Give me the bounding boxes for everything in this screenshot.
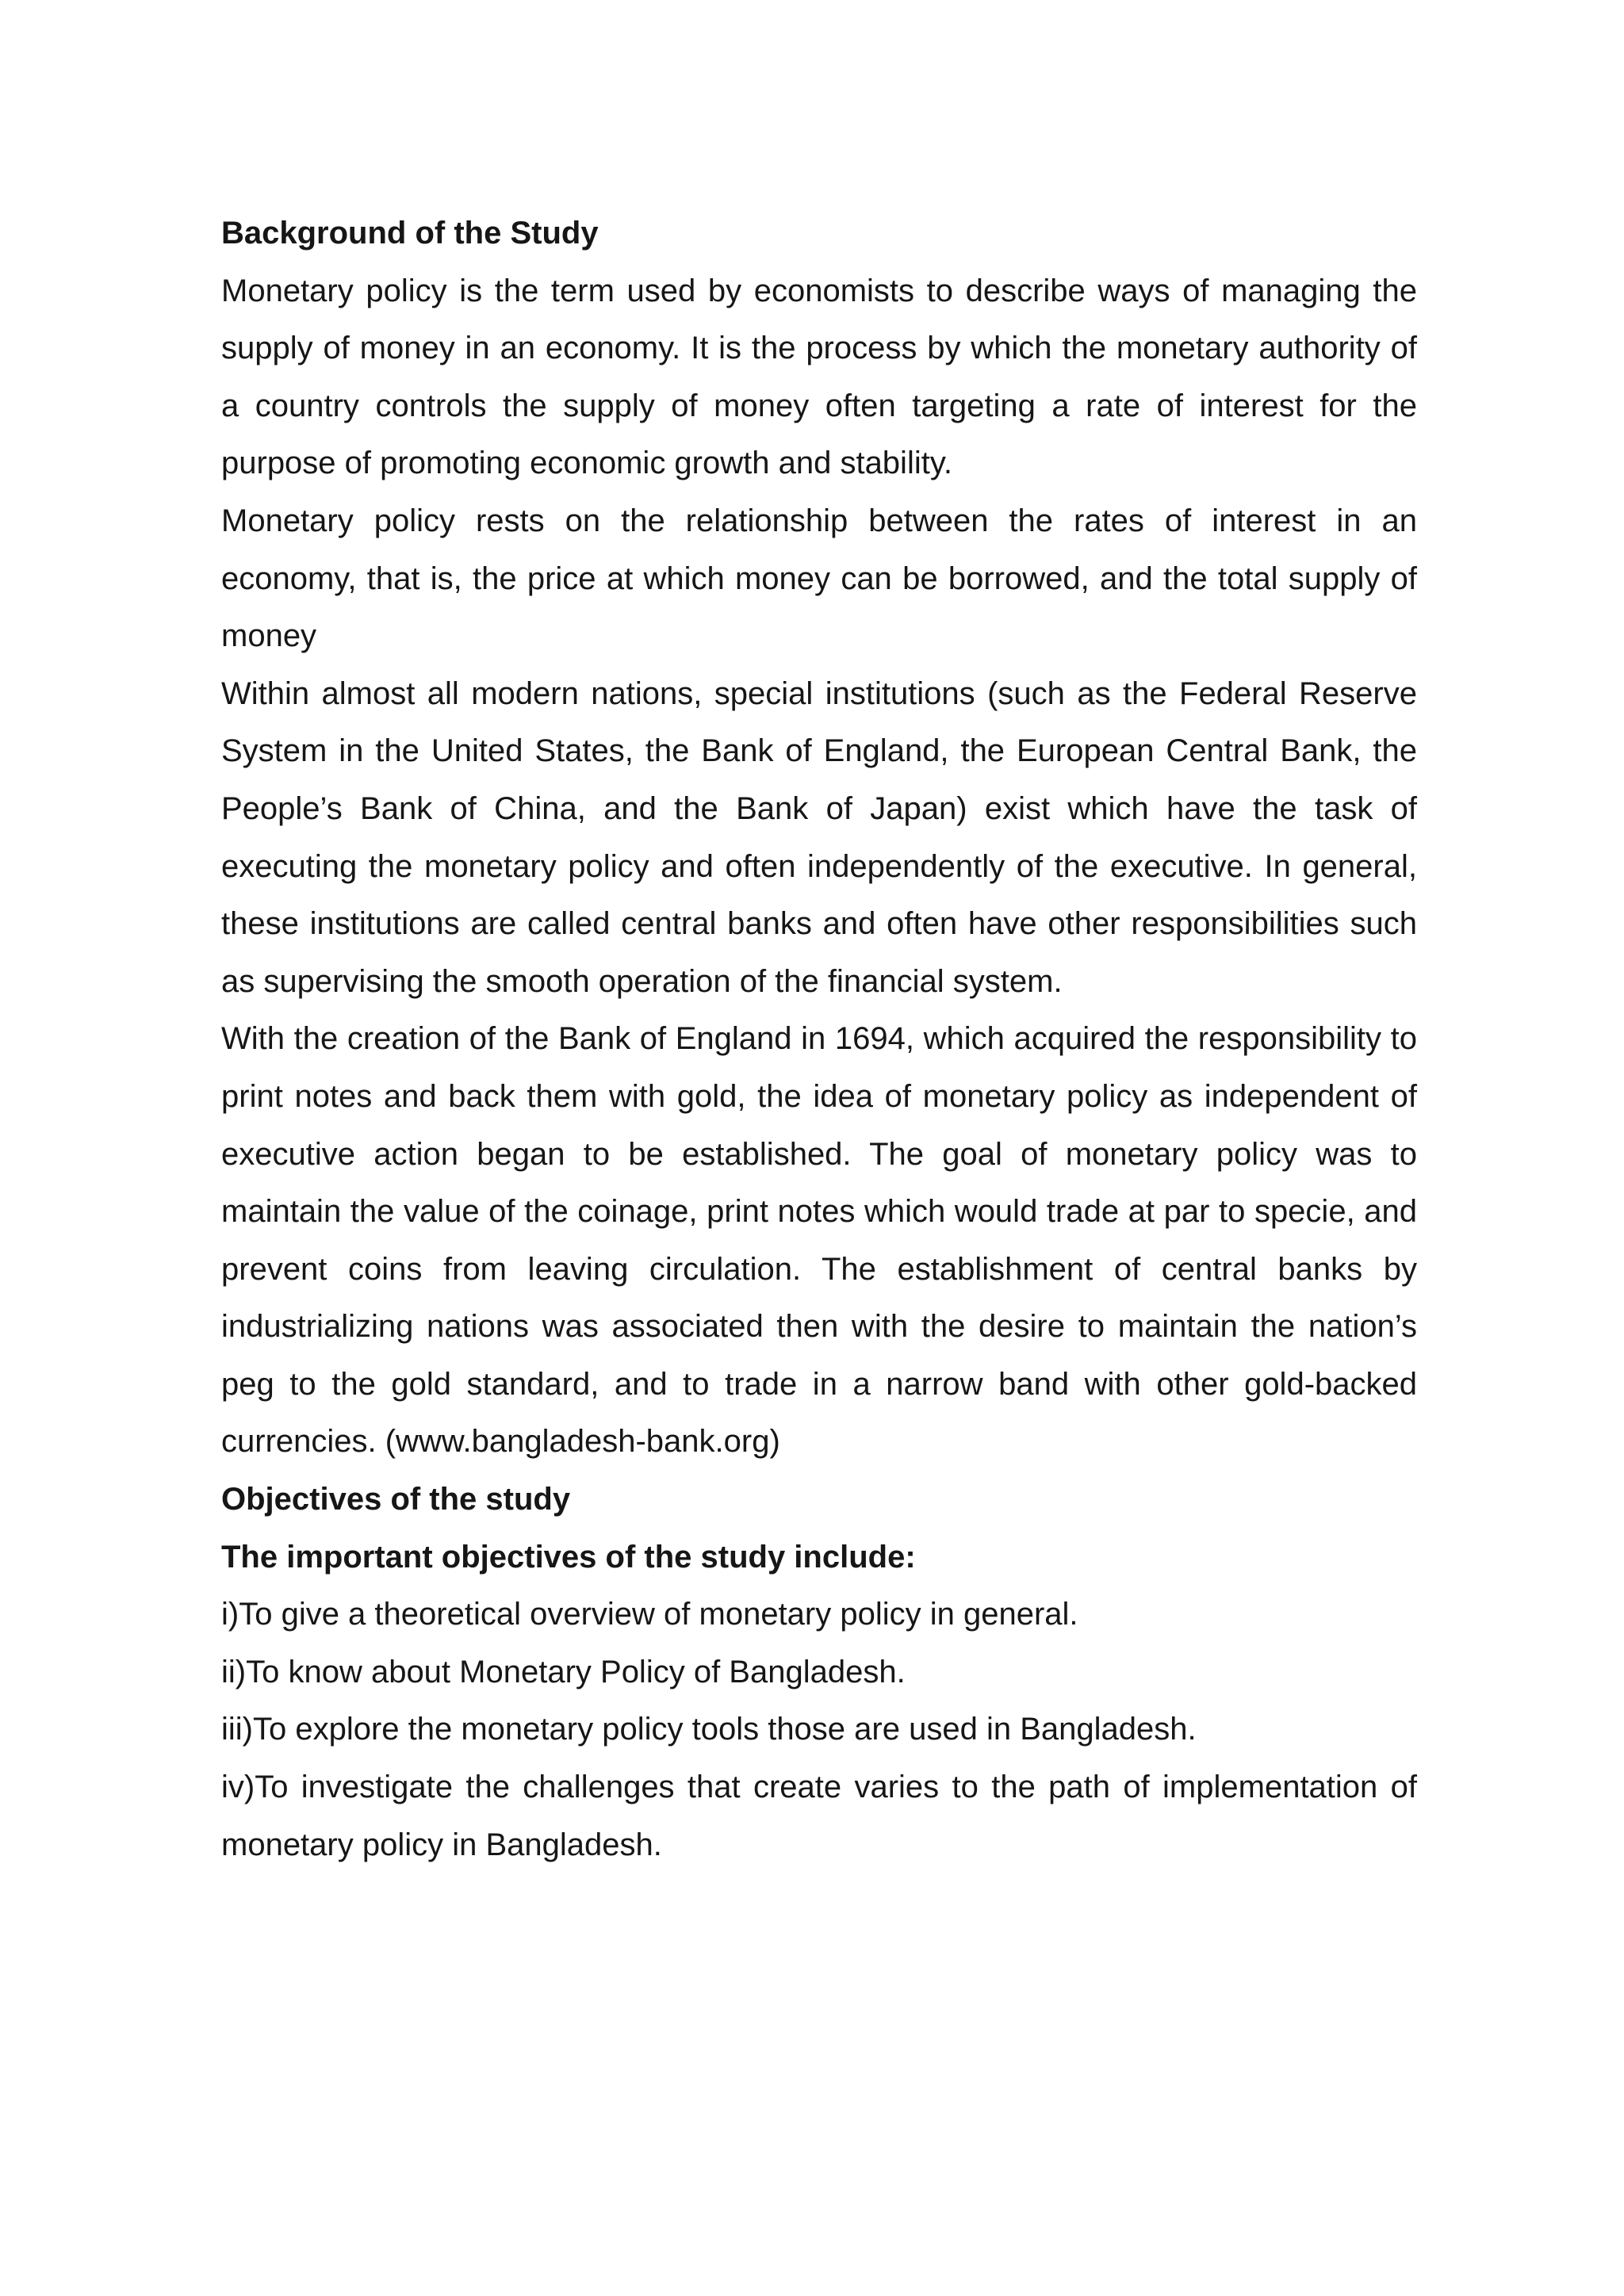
body-paragraph: Monetary policy rests on the relationship between the rates of interest in an economy, that is, the price at which money can be borrowed, and the total supply of money (221, 503, 1417, 654)
document-body (221, 205, 1417, 1873)
objective-item: iv)To investigate the challenges that create varies to the path of implementation of monetary policy in Bangladesh. (221, 1770, 1417, 1862)
objective-item: iii)To explore the monetary policy tools those are used in Bangladesh. (221, 1712, 1197, 1747)
objective-item: i)To give a theoretical overview of monetary policy in general. (221, 1597, 1078, 1632)
section-heading-background: Background of the Study (221, 216, 599, 251)
section-heading-objectives: Objectives of the study (221, 1482, 571, 1517)
body-paragraph: With the creation of the Bank of England in 1694, which acquired the responsibility to print notes and back them with gold, the idea of monetary policy as independent of executive action began to be established. The goal of monetary policy was to maintain the value of the coinage, print notes which would trade at par to specie, and prevent coins from leaving circulation. The establishment of central banks by industrializing nations was associated then with the desire to maintain the nation’s peg to the gold standard, and to trade in a narrow band with other gold-backed currencies. (www.bangladesh-bank.org) (221, 1021, 1417, 1460)
body-paragraph: Within almost all modern nations, special institutions (such as the Federal Reserve System in the United States, the Bank of England, the European Central Bank, the People’s Bank of China, and the Bank of Japan) exist which have the task of executing the monetary policy and often independently of the executive. In general, these institutions are called central banks and often have other responsibilities such as supervising the smooth operation of the financial system. (221, 675, 1417, 999)
objectives-intro: The important objectives of the study include: (221, 1539, 916, 1575)
objective-item: ii)To know about Monetary Policy of Bangladesh. (221, 1654, 906, 1689)
body-paragraph: Monetary policy is the term used by economists to describe ways of managing the supply of money in an economy. It is the process by which the monetary authority of a country controls the supply of money often targeting a rate of interest for the purpose of promoting economic growth and stability. (221, 273, 1417, 481)
